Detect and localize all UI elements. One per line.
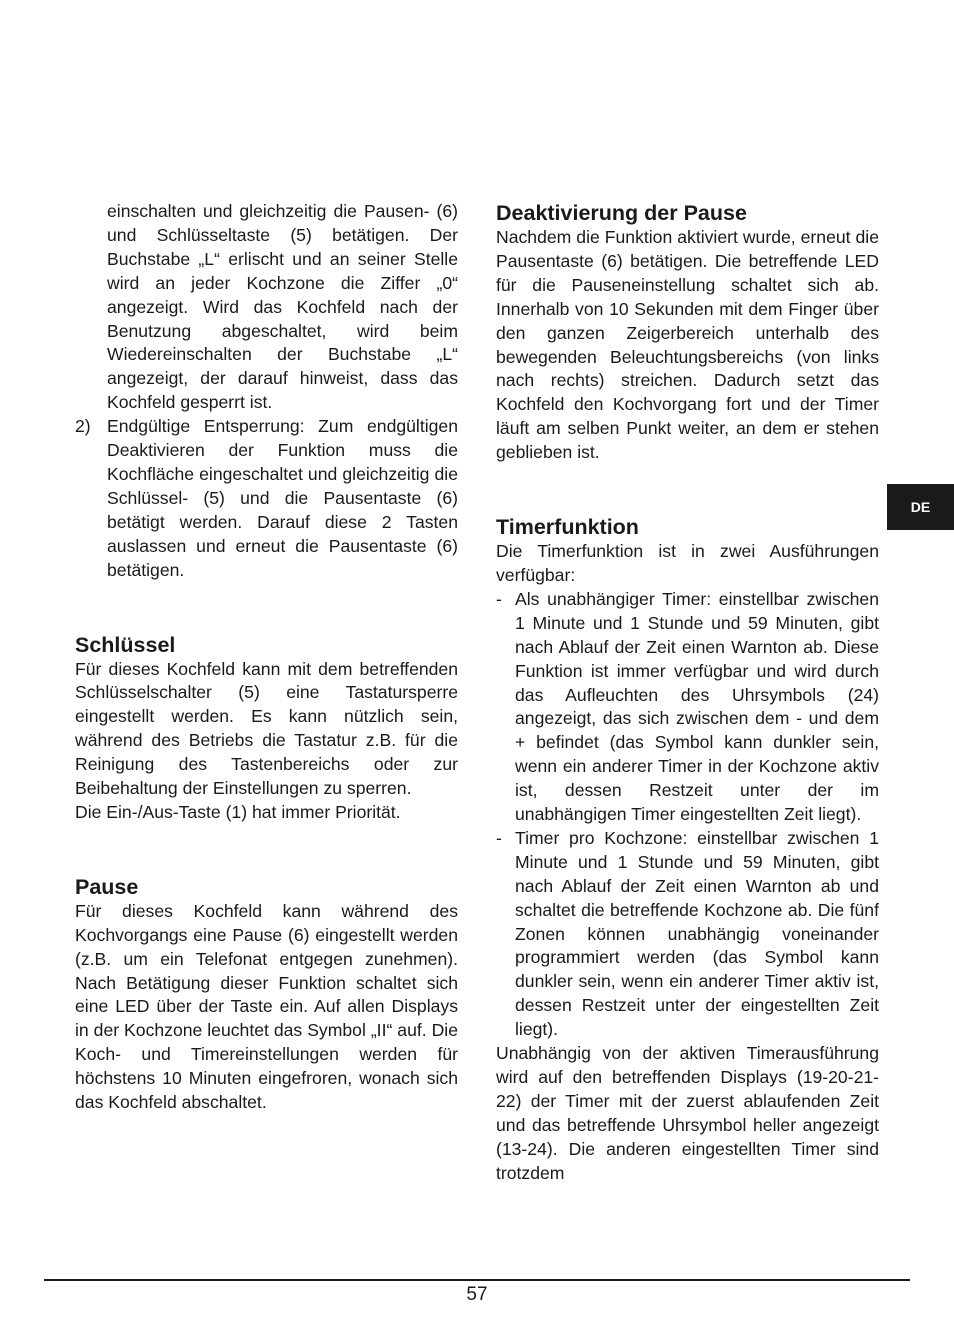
heading-timerfunktion: Timerfunktion: [496, 515, 639, 540]
pause-paragraph: Für dieses Kochfeld kann während des Kochvorgangs eine Pause (6) eingestellt werden (z.B. um ein Telefonat entgegen zunehmen). Nach Betätigung dieser Funktion schaltet sich eine LED über der Taste ein. Auf allen Displays in der Kochzone leuchtet das Symbol „II“ auf. Die Koch- und Timereinstellungen werden für höchstens 10 Minuten eingefroren, wonach sich das Kochfeld abschaltet.: [75, 900, 458, 1113]
schluessel-paragraph-2: Die Ein-/Aus-Taste (1) hat immer Priorität.: [75, 801, 401, 822]
continuation-paragraph: einschalten und gleichzeitig die Pausen- (6) und Schlüsseltaste (5) betätigen. Der Buchstabe „L“ erlischt und an seiner Stelle wird an jeder Kochzone die Ziffer „0“ angezeigt. Wird das Kochfeld nach der Benutzung abgeschaltet, wird beim Wiedereinschalten der Buchstabe „L“ angezeigt, der darauf hinweist, dass das Kochfeld gesperrt ist.: [107, 201, 458, 413]
timer-list-item: [496, 827, 879, 1042]
left-column: [75, 200, 458, 1115]
timer-intro: Die Timerfunktion ist in zwei Ausführungen verfügbar:: [496, 541, 879, 585]
page-number: 57: [466, 1284, 488, 1305]
list-item-text: Als unabhängiger Timer: einstellbar zwischen 1 Minute und 1 Stunde und 59 Minuten, gibt nach Ablauf der Zeit einen Warnton ab. Diese Funktion ist immer verfügbar und wird durch das Aufleuchten des Uhrsymbols (24) angezeigt, das sich zwischen dem - und dem + befindet (das Symbol kann dunkler sein, wenn ein anderer Timer in der Kochzone aktiv ist, dessen Restzeit unter der im unabhängigen Timer eingestellten Zeit liegt).: [515, 588, 879, 825]
list-dash: -: [496, 827, 502, 848]
item-number: 2): [75, 416, 91, 437]
language-tab: DE: [887, 484, 954, 530]
heading-pause: Pause: [75, 874, 139, 899]
schluessel-paragraph-1: Für dieses Kochfeld kann mit dem betreffenden Schlüsselschalter (5) eine Tastatursperre eingestellt werden. Es kann nützlich sein, während des Betriebs die Tastatur z.B. für die Reinigung des Tastenbereichs oder zur Beibehaltung der Einstellungen zu sperren.: [75, 658, 458, 799]
timer-list-item: [496, 588, 879, 827]
list-item-text: Timer pro Kochzone: einstellbar zwischen 1 Minute und 1 Stunde und 59 Minuten, gibt nach Ablauf der Zeit einen Warnton ab und schaltet die betreffende Kochzone ab. Die fünf Zonen können unabhängig voneinander programmiert werden (das Symbol kann dunkler sein, wenn ein anderer Timer aktiv ist, dessen Restzeit unter der eingestellten Zeit liegt).: [515, 827, 879, 1040]
timer-paragraph-2: Unabhängig von der aktiven Timerausführung wird auf den betreffenden Displays (19-20-21-22) der Timer mit der zuerst ablaufenden Zeit und das betreffende Uhrsymbol heller angezeigt (13-24). Die anderen eingestellten Timer sind trotzdem: [496, 1043, 879, 1183]
deaktivierung-paragraph: Nachdem die Funktion aktiviert wurde, erneut die Pausentaste (6) betätigen. Die betreffende LED für die Pauseneinstellung schaltet sich ab. Innerhalb von 10 Sekunden mit dem Finger über den ganzen Zeigerbereich unterhalb des bewegenden Beleuchtungsbereichs (von links nach rechts) streichen. Dadurch setzt das Kochfeld den Kochvorgang fort und der Timer läuft am selben Punkt weiter, an dem er stehen geblieben ist.: [496, 227, 879, 463]
numbered-item-2: [75, 415, 458, 582]
heading-schluessel: Schlüssel: [75, 632, 176, 657]
heading-deaktivierung: Deaktivierung der Pause: [496, 201, 747, 225]
footer-rule: [44, 1279, 910, 1281]
right-column: [496, 200, 879, 1186]
item-text: Endgültige Entsperrung: Zum endgültigen Deaktivieren der Funktion muss die Kochfläche eingeschaltet und gleichzeitig die Schlüssel- (5) und die Pausentaste (6) betätigt werden. Darauf diese 2 Tasten auslassen und erneut die Pausentaste (6) betätigen.: [107, 416, 458, 580]
list-dash: -: [496, 588, 502, 609]
